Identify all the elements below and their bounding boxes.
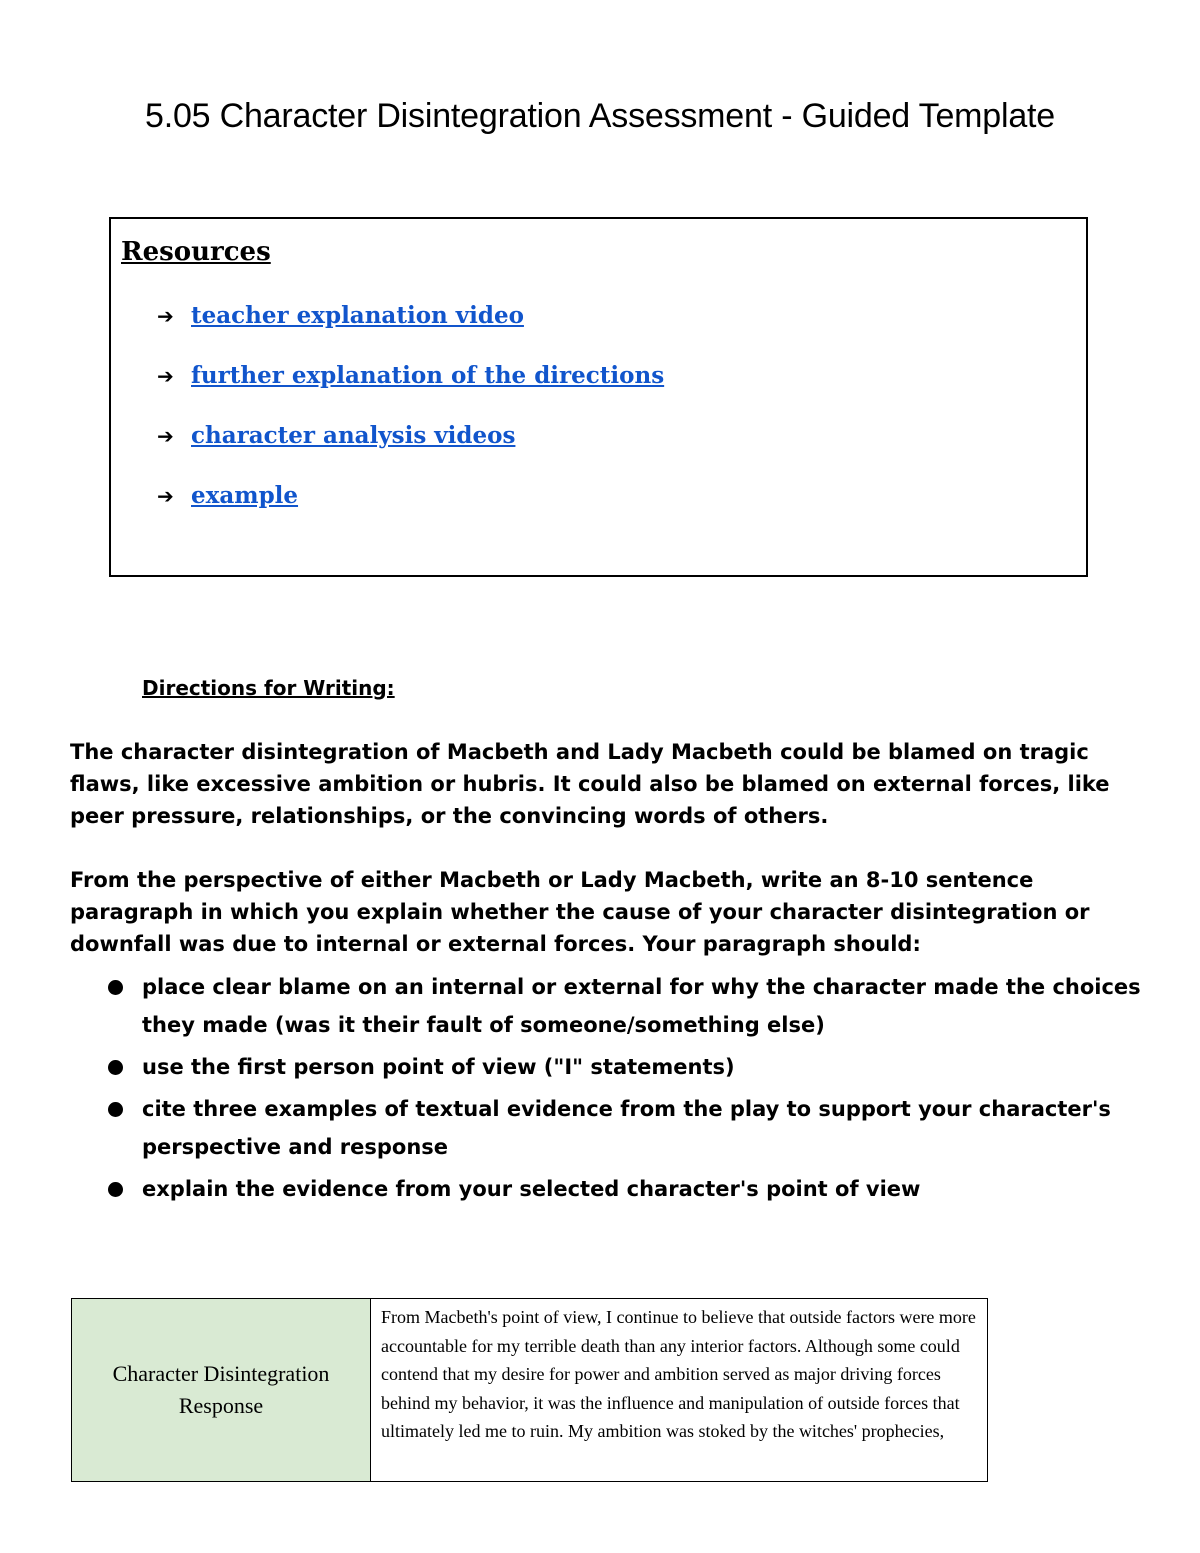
arrow-right-icon: ➔ (157, 364, 174, 388)
resource-item (157, 421, 664, 481)
arrow-right-icon: ➔ (157, 304, 174, 328)
arrow-right-icon: ➔ (157, 424, 174, 448)
arrow-right-icon: ➔ (157, 484, 174, 508)
directions-paragraph-2: From the perspective of either Macbeth or Lady Macbeth, write an 8-10 sentence paragraph in which you explain whether the cause of your character disintegration or downfall was due to internal or external forces. Your paragraph should: (70, 868, 1090, 956)
resource-item (157, 481, 664, 541)
requirement-text: place clear blame on an internal or external for why the character made the choices they made (was it their fault of someone/something else) (142, 975, 1141, 1037)
teacher-explanation-video-link[interactable]: teacher explanation video (191, 302, 524, 329)
resources-heading: Resources (121, 237, 271, 267)
directions-paragraph-1: The character disintegration of Macbeth and Lady Macbeth could be blamed on tragic flaws, like excessive ambition or hubris. It could also be blamed on external forces, like peer pressure, relationships, or the convincing words of others. (70, 740, 1110, 828)
response-label-cell: Character Disintegration Response (72, 1299, 371, 1482)
resource-item (157, 361, 664, 421)
requirement-text: use the first person point of view ("I" statements) (142, 1055, 735, 1079)
bullet-icon (108, 980, 123, 995)
list-item (104, 1090, 1144, 1166)
resources-box (109, 217, 1088, 577)
resource-list (157, 301, 664, 541)
bullet-icon (108, 1102, 123, 1117)
requirements-list (104, 968, 1144, 1212)
further-explanation-link[interactable]: further explanation of the directions (191, 362, 665, 389)
list-item (104, 1048, 1144, 1086)
bullet-icon (108, 1060, 123, 1075)
directions-heading: Directions for Writing: (142, 676, 395, 700)
bullet-icon (108, 1182, 123, 1197)
requirement-text: explain the evidence from your selected character's point of view (142, 1177, 921, 1201)
list-item (104, 1170, 1144, 1208)
page-title: 5.05 Character Disintegration Assessment - Guided Template (144, 97, 1056, 135)
response-table (71, 1298, 988, 1482)
table-row (72, 1299, 988, 1482)
requirement-text: cite three examples of textual evidence from the play to support your character's perspective and response (142, 1097, 1111, 1159)
character-analysis-videos-link[interactable]: character analysis videos (191, 422, 516, 449)
example-link[interactable]: example (191, 482, 299, 509)
list-item (104, 968, 1144, 1044)
resource-item (157, 301, 664, 361)
response-text-cell[interactable]: From Macbeth's point of view, I continue to believe that outside factors were more accountable for my terrible death than any interior factors. Although some could contend that my desire for power and ambition served as major driving forces behind my behavior, it was the influence and manipulation of outside forces that ultimately led me to ruin. My ambition was stoked by the witches' prophecies, (371, 1299, 988, 1482)
